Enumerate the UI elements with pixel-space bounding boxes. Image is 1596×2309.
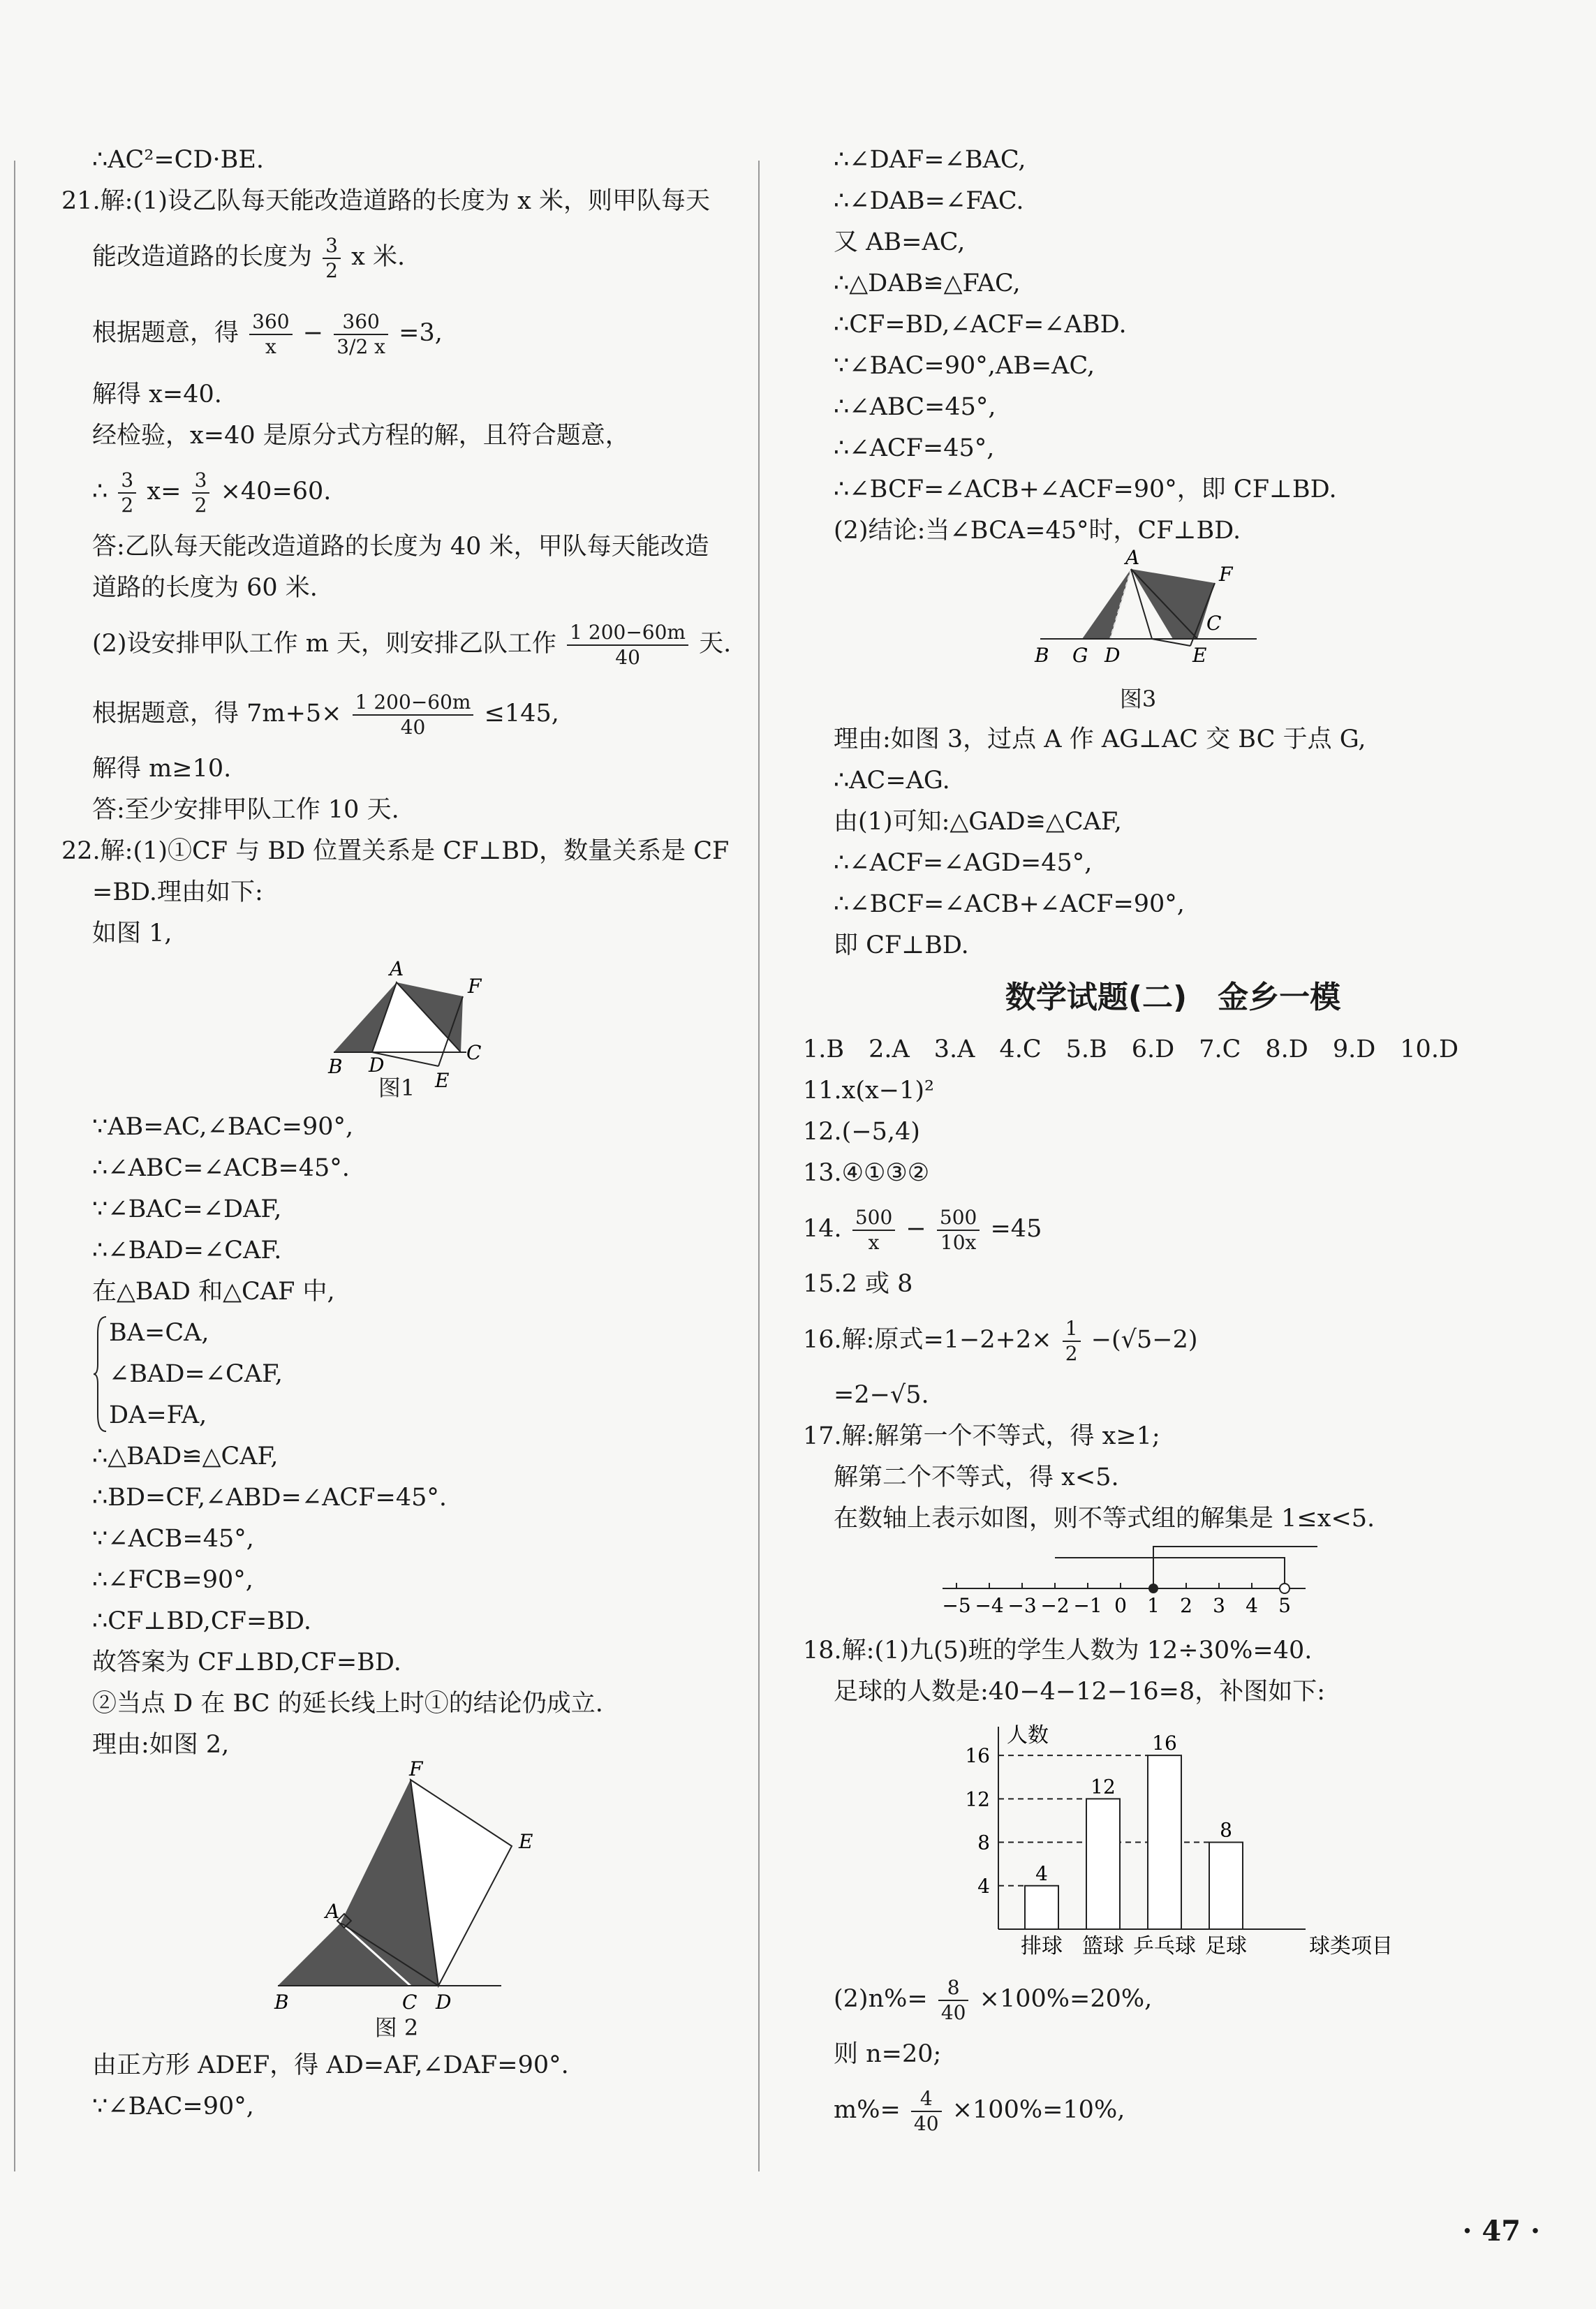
number-line-tick-label: 4 [1246,1594,1258,1617]
text-line: ∴∠BCF=∠ACB+∠ACF=90°, [834,890,1185,918]
bar-value-label: 12 [1091,1775,1116,1799]
system-eq-2: ∠BAD=∠CAF, [109,1360,283,1388]
fraction: $\frac{3}{2}$ [323,234,341,283]
figure-1 [61,954,732,1107]
text-line: 根据题意，得 7m+5× $\frac{1 200-60m}{40}$ ≤145, [92,690,559,739]
y-tick-label: 16 [965,1744,990,1768]
text-line: ∴∠BAD=∠CAF. [92,1237,282,1264]
page-number: · 47 · [1462,2215,1540,2248]
answer-13: 13.④①③② [803,1159,930,1187]
answer-18: 18.解:(1)九(5)班的学生人数为 12÷30%=40. [803,1637,1313,1665]
text-line: 经检验，x=40 是原分式方程的解，且符合题意， [92,422,630,450]
text-line: ∴ $\frac{3}{2}$ x= $\frac{3}{2}$ ×40=60. [92,468,332,517]
label-B: B [274,1991,289,2014]
text-line: 即 CF⊥BD. [834,931,969,959]
figure-2-diagram [61,1757,732,2014]
text-line: ∴CF=BD,∠ACF=∠ABD. [834,311,1127,339]
bar [1025,1886,1058,1929]
q21-line: 21.解:(1)设乙队每天能改造道路的长度为 x 米，则甲队每天 [61,187,711,215]
label-D: D [1104,644,1121,667]
number-line-tick-label: −5 [942,1594,971,1617]
number-line [803,1540,1543,1630]
y-tick-label: 8 [977,1831,990,1854]
figure-3-caption: 图3 [1119,686,1157,712]
fraction: $\frac{8}{40}$ [938,1976,969,2025]
text-line: ∴BD=CF,∠ABD=∠ACF=45°. [92,1484,447,1512]
text-line: ∴∠ABC=45°, [834,393,996,421]
text-line: 又 AB=AC, [834,228,966,256]
text-line: ②当点 D 在 BC 的延长线上时①的结论仍成立. [92,1690,603,1718]
open-point [1280,1584,1290,1593]
label-G: G [1072,644,1088,667]
fraction: $\frac{3}{2}$ [118,469,136,517]
text-line: 由(1)可知:△GAD≌△CAF, [834,808,1122,836]
text-line: 根据题意，得 $\frac{360}{x}$ − $\frac{360}{3/2 x}$ =3, [92,309,443,358]
answer-12: 12.(−5,4) [803,1118,920,1146]
number-line-tick-label: 1 [1147,1594,1160,1617]
label-D: D [436,1991,452,2014]
number-line-diagram [803,1540,1543,1630]
text-line: ∴△DAB≌△FAC, [834,270,1021,297]
label-E: E [1192,644,1207,667]
answer-16: 16.解:原式=1−2+2× $\frac{1}{2}$ −(√5−2) [803,1316,1198,1365]
system-eq-1: BA=CA, [109,1319,209,1347]
bar-value-label: 16 [1152,1732,1177,1755]
text-line: 解得 m≥10. [92,755,232,783]
text-line: ∴AC=AG. [834,767,950,795]
answer-11: 11.x(x−1)² [803,1077,935,1105]
text-line: ∴∠ACF=∠AGD=45°, [834,849,1093,877]
label-A: A [1125,546,1140,569]
label-C: C [1206,612,1222,635]
y-tick-label: 12 [965,1787,990,1811]
text-line: ∴CF⊥BD,CF=BD. [92,1607,311,1635]
fraction: $\frac{1}{2}$ [1063,1317,1081,1366]
text-line: 解得 x=40. [92,381,222,408]
text-line: 则 n=20; [834,2040,942,2068]
number-line-tick-label: 2 [1180,1594,1192,1617]
bar-value-label: 8 [1220,1818,1232,1842]
text-line: 道路的长度为 60 米. [92,574,318,602]
fraction: $\frac{1 200-60m}{40}$ [567,621,688,670]
fraction: $\frac{500}{x}$ [852,1206,895,1255]
solution-ray-lt [1055,1558,1285,1588]
text-line: 理由:如图 3，过点 A 作 AG⊥AC 交 BC 于点 G, [834,725,1366,753]
text-line: 由正方形 ADEF，得 AD=AF,∠DAF=90°. [92,2051,569,2079]
text-line: ∴∠FCB=90°, [92,1566,253,1594]
equation-system [61,1313,732,1436]
fraction: $\frac{4}{40}$ [911,2087,942,2136]
y-tick-label: 4 [977,1874,990,1898]
fraction: $\frac{1 200-60m}{40}$ [353,691,474,739]
binding-line-center [748,161,769,2171]
number-line-tick-label: −2 [1040,1594,1070,1617]
text-line: =2−√5. [834,1381,929,1409]
binding-line-left [4,161,25,2171]
text-line: 如图 1, [92,920,172,947]
text-line: ∴∠ACF=45°, [834,434,995,462]
y-axis-label: 人数 [1007,1723,1049,1748]
text-line: (2)结论:当∠BCA=45°时，CF⊥BD. [834,517,1241,545]
number-line-tick-label: 5 [1278,1594,1291,1617]
text-line: ∴∠BCF=∠ACB+∠ACF=90°，即 CF⊥BD. [834,475,1337,503]
number-line-tick-label: −4 [975,1594,1004,1617]
fraction: $\frac{360}{x}$ [249,310,292,359]
text-line: 理由:如图 2, [92,1731,230,1759]
number-line-tick-label: −1 [1073,1594,1102,1617]
bar-value-label: 4 [1035,1861,1048,1885]
text-line: ∵∠BAC=90°,AB=AC, [834,352,1095,380]
category-label: 乒乓球 [1133,1934,1196,1958]
figure-1-caption: 图1 [378,1075,415,1101]
bar-chart [803,1713,1543,1964]
category-label: 篮球 [1082,1934,1124,1958]
text-line: ∵∠ACB=45°, [92,1525,254,1553]
text-line: 在△BAD 和△CAF 中, [92,1278,335,1306]
bar-chart-svg [803,1713,1543,1964]
system-eq-3: DA=FA, [109,1401,207,1429]
x-axis-label: 球类项目 [1309,1934,1393,1958]
right-column [803,140,1543,2145]
text-line: 在数轴上表示如图，则不等式组的解集是 1≤x<5. [834,1505,1375,1533]
text-line: ∴AC²=CD·BE. [92,146,265,174]
category-label: 排球 [1021,1934,1063,1958]
text-line: ∴△BAD≌△CAF, [92,1443,279,1470]
text-line: 足球的人数是:40−4−12−16=8，补图如下: [834,1678,1326,1706]
category-label: 足球 [1205,1934,1247,1958]
label-E: E [519,1830,533,1853]
answer-14: 14. $\frac{500}{x}$ − $\frac{500}{10x}$ =45 [803,1205,1042,1254]
fraction: $\frac{500}{10x}$ [937,1206,980,1255]
solution-ray-ge [1153,1547,1317,1588]
text-line: 解第二个不等式，得 x<5. [834,1463,1119,1491]
text-line: (2)设安排甲队工作 m 天，则安排乙队工作 $\frac{1 200-60m}{40}$ 天. [92,620,732,669]
label-F: F [468,975,482,998]
label-D: D [369,1054,385,1077]
label-A: A [390,957,404,980]
answer-17: 17.解:解第一个不等式，得 x≥1; [803,1422,1160,1450]
text-line: ∵∠BAC=90°, [92,2093,254,2120]
bar [1148,1755,1181,1929]
answer-15: 15.2 或 8 [803,1270,913,1298]
left-column [61,140,732,2127]
label-C: C [466,1041,482,1064]
brace-icon [94,1313,108,1436]
label-F: F [1219,563,1233,586]
text-line: m%= $\frac{4}{40}$ ×100%=10%, [834,2086,1125,2135]
text-line: 答:至少安排甲队工作 10 天. [92,796,399,824]
number-line-tick-label: −3 [1007,1594,1037,1617]
label-B: B [1035,644,1049,667]
text-line: ∴∠ABC=∠ACB=45°. [92,1154,350,1182]
text-line: =BD.理由如下: [92,878,263,906]
text-line: (2)n%= $\frac{8}{40}$ ×100%=20%, [834,1975,1153,2024]
text-line: 故答案为 CF⊥BD,CF=BD. [92,1648,401,1676]
text-line: ∴∠DAB=∠FAC. [834,187,1024,215]
text-line: ∴∠DAF=∠BAC, [834,146,1026,174]
bar [1209,1843,1243,1929]
label-A: A [325,1900,340,1923]
text-line: ∵AB=AC,∠BAC=90°, [92,1113,354,1141]
fraction: $\frac{3}{2}$ [192,469,210,517]
number-line-tick-label: 0 [1114,1594,1127,1617]
section-title: 数学试题(二) 金乡一模 [1005,980,1341,1015]
label-E: E [435,1069,450,1092]
number-line-tick-label: 3 [1213,1594,1225,1617]
figure-3 [803,546,1543,719]
text-line: 能改造道路的长度为 $\frac{3}{2}$ x 米. [92,233,406,282]
bar [1086,1799,1120,1929]
figure-2-caption: 图 2 [374,2014,419,2041]
label-B: B [328,1055,343,1078]
figure-3-diagram [803,546,1543,684]
text-line: ∵∠BAC=∠DAF, [92,1195,282,1223]
answers-line: 1.B 2.A 3.A 4.C 5.B 6.D 7.C 8.D 9.D 10.D [803,1035,1459,1063]
solid-point [1148,1584,1158,1593]
figure-2 [61,1757,732,2045]
text-line: 答:乙队每天能改造道路的长度为 40 米，甲队每天能改造 [92,533,709,561]
label-C: C [402,1991,418,2014]
label-F: F [409,1757,423,1780]
q22-line: 22.解:(1)①CF 与 BD 位置关系是 CF⊥BD，数量关系是 CF [61,837,730,865]
fraction: $\frac{360}{3/2 x}$ [334,310,388,359]
